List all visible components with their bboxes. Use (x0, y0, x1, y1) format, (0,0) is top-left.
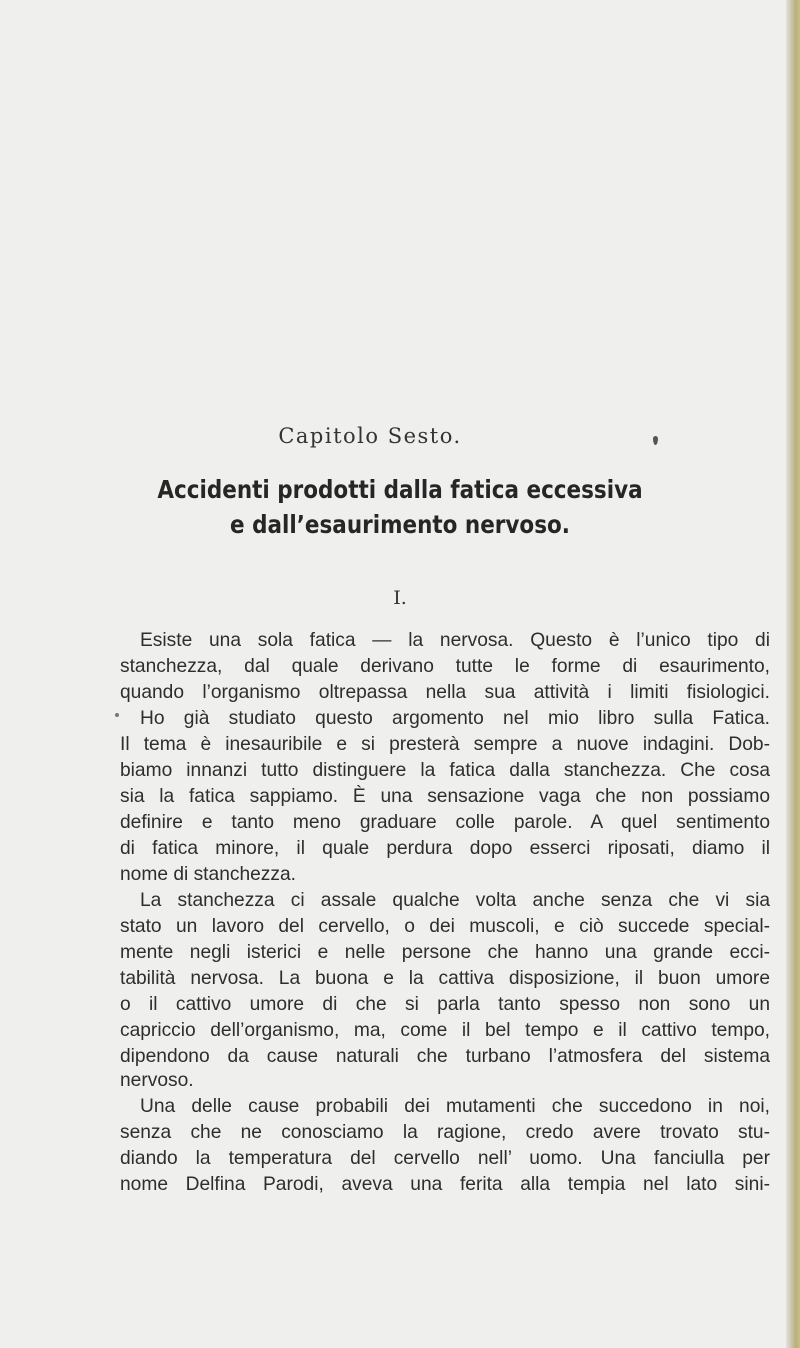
chapter-heading: Capitolo Sesto. (278, 424, 462, 448)
page-edge (786, 0, 800, 1348)
text-line: tabilità nervosa. La buona e la cattiva disposizione, il buon umore (120, 968, 770, 989)
text-line: capriccio dell’organismo, ma, come il bel tempo e il cattivo tempo, (120, 1020, 770, 1041)
text-line: Il tema è inesauribile e si presterà sempre a nuove indagini. Dob- (120, 734, 770, 755)
text-line: Esiste una sola fatica — la nervosa. Questo è l’unico tipo di (140, 630, 770, 651)
text-line: senza che ne conosciamo la ragione, credo avere trovato stu- (120, 1122, 770, 1143)
text-line: di fatica minore, il quale perdura dopo esserci riposati, diamo il (120, 838, 770, 859)
text-line: biamo innanzi tutto distinguere la fatica dalla stanchezza. Che cosa (120, 760, 770, 781)
text-line: Ho già studiato questo argomento nel mio libro sulla Fatica. (140, 708, 770, 729)
text-line: mente negli isterici e nelle persone che hanno una grande ecci- (120, 942, 770, 963)
text-line: quando l’organismo oltrepassa nella sua attività i limiti fisiologici. (120, 682, 770, 703)
text-line: stato un lavoro del cervello, o dei muscoli, e ciò succede special- (120, 916, 770, 937)
text-line: La stanchezza ci assale qualche volta anche senza che vi sia (140, 890, 770, 911)
margin-dot (115, 713, 119, 717)
text-line: Una delle cause probabili dei mutamenti che succedono in noi, (140, 1096, 770, 1117)
text-line: nome Delfina Parodi, aveva una ferita alla tempia nel lato sini- (120, 1174, 770, 1195)
text-line: nome di stanchezza. (120, 864, 296, 885)
chapter-title-line-1: Accidenti prodotti dalla fatica eccessiva (157, 475, 643, 504)
text-line: diando la temperatura del cervello nell’ uomo. Una fanciulla per (120, 1148, 770, 1169)
text-line: definire e tanto meno graduare colle parole. A quel sentimento (120, 812, 770, 833)
text-line: sia la fatica sappiamo. È una sensazione vaga che non possiamo (120, 786, 770, 807)
text-line: o il cattivo umore di che si parla tanto spesso non sono un (120, 994, 770, 1015)
section-number: I. (393, 587, 407, 609)
text-line: nervoso. (120, 1070, 194, 1091)
text-line: dipendono da cause naturali che turbano l’atmosfera del sistema (120, 1046, 770, 1067)
text-line: stanchezza, dal quale derivano tutte le forme di esaurimento, (120, 656, 770, 677)
chapter-title-line-2: e dall’esaurimento nervoso. (230, 510, 570, 539)
